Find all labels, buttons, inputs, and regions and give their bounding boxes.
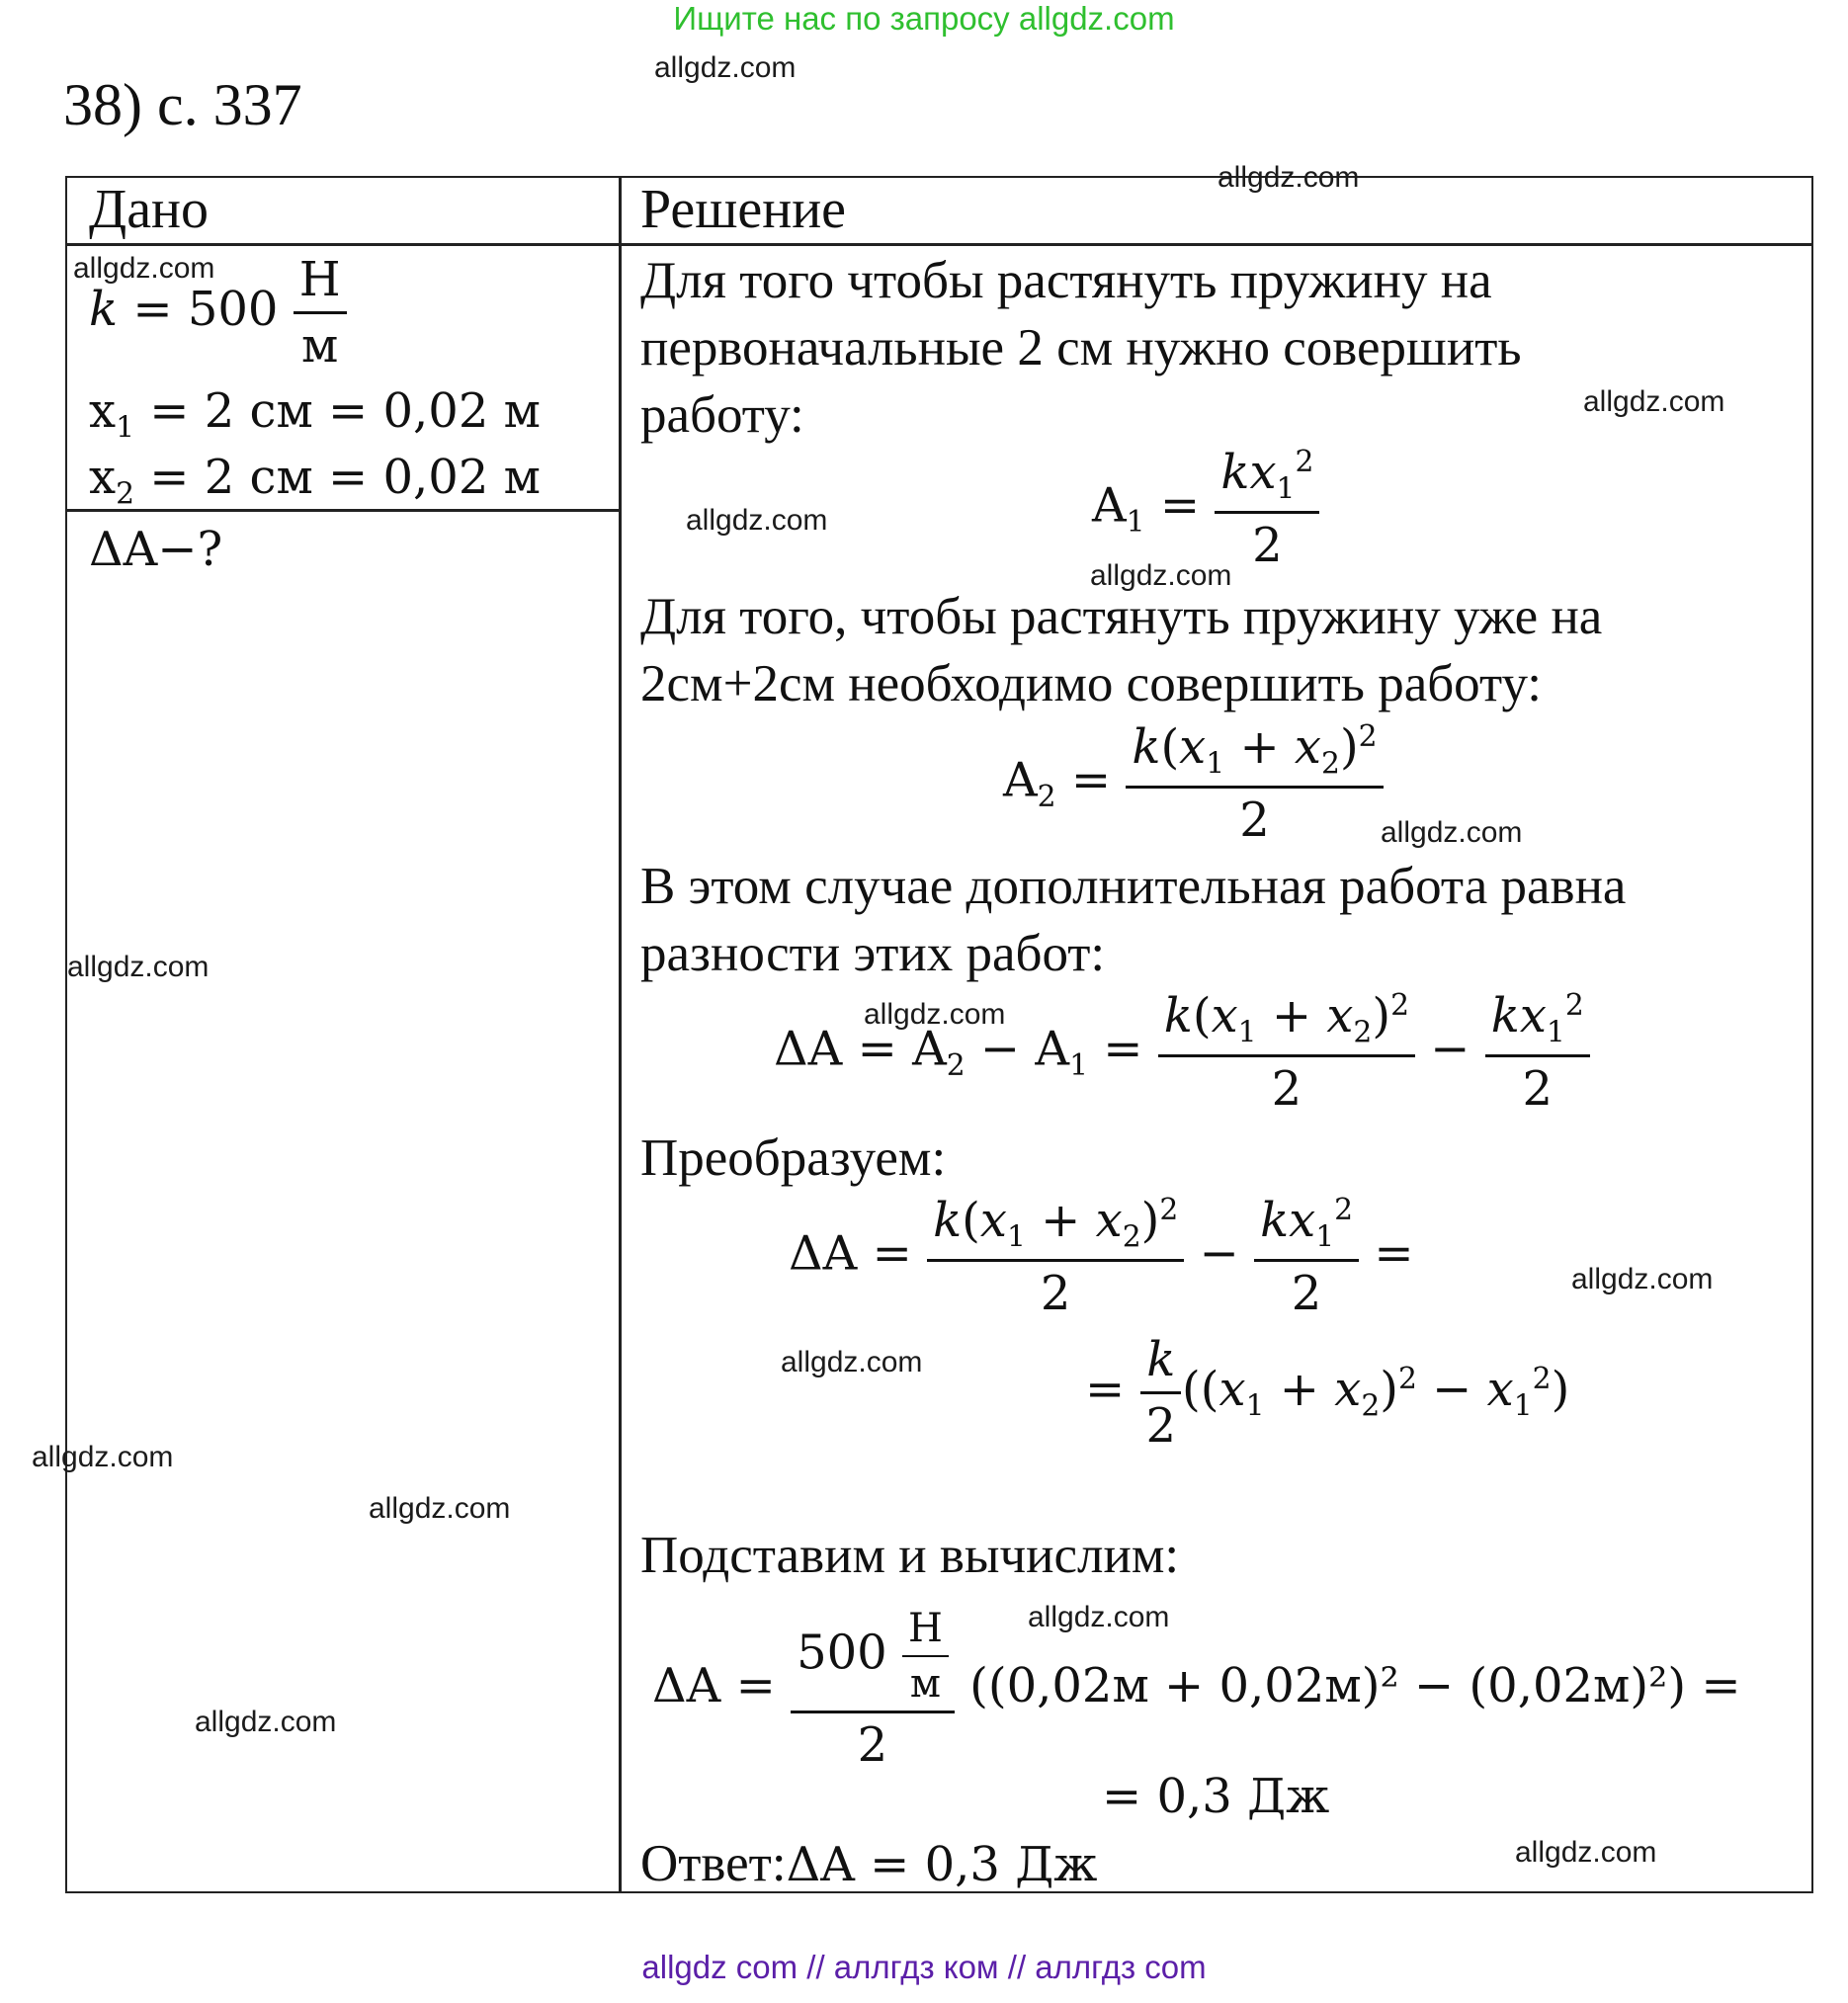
unit-newton: Н bbox=[902, 1606, 949, 1657]
x1-value: = 2 см = 0,02 м bbox=[149, 383, 541, 439]
formula-transform-1: ΔA = $\frac{k(x_1 + x_2)^2}{2}$ − $\frac{kx_1^2}{2}$ = bbox=[789, 1193, 1414, 1321]
given-header: Дано bbox=[89, 179, 210, 240]
value-500: 500 bbox=[797, 1625, 887, 1681]
watermark: allgdz.com bbox=[1381, 816, 1523, 849]
substitution-fraction: 500 $\frac{Н}{м}$ 2 bbox=[791, 1606, 955, 1773]
solution-paragraph-4: Преобразуем: bbox=[640, 1129, 947, 1187]
header-divider bbox=[65, 243, 1812, 246]
delta-a-lhs: ΔA = A bbox=[774, 1021, 947, 1077]
k-value: = 500 bbox=[132, 282, 279, 337]
given-x2 bbox=[89, 450, 541, 512]
a1-denominator: 2 bbox=[1252, 517, 1283, 573]
footer-links: allgdz com // аллгдз ком // аллгдз com bbox=[641, 1949, 1207, 1985]
k-unit-num: Н bbox=[294, 252, 347, 314]
a2-denominator: 2 bbox=[1239, 792, 1270, 848]
watermark: allgdz.com bbox=[195, 1706, 337, 1738]
formula-delta-a: $\Delta A = A_2 - A_1$ = $\frac{k(x_1 + x_2)^2}{2}$ − $\frac{kx_1^2}{2}$ bbox=[774, 988, 1590, 1117]
a2-symbol: A bbox=[1003, 752, 1038, 808]
a2-fraction: $\frac{k(x_1 + x_2)^2}{2}$ bbox=[1126, 719, 1383, 848]
watermark: allgdz.com bbox=[1028, 1601, 1170, 1633]
unit-meter: м bbox=[909, 1661, 941, 1707]
watermark: allgdz.com bbox=[73, 252, 215, 285]
x1-sub: 1 bbox=[116, 410, 135, 446]
a1-symbol: A bbox=[1092, 477, 1127, 534]
x2-value: = 2 см = 0,02 м bbox=[149, 450, 541, 505]
formula-a1: $A_1$ = $\frac{kx_1^2}{2}$ bbox=[1092, 445, 1319, 573]
watermark: allgdz.com bbox=[67, 951, 210, 983]
x2-sub: 2 bbox=[116, 476, 135, 512]
k-unit-den: м bbox=[300, 318, 339, 374]
solution-header: Решение bbox=[640, 179, 847, 240]
x2-symbol: x bbox=[89, 450, 117, 505]
answer-label: Ответ: bbox=[640, 1835, 787, 1892]
watermark: allgdz.com bbox=[864, 998, 1006, 1031]
watermark: allgdz.com bbox=[1218, 161, 1360, 194]
k-symbol: k bbox=[89, 282, 119, 337]
watermark: allgdz.com bbox=[1583, 385, 1725, 418]
formula-transform-2: = $\frac{k}{2}$ $((x_1 + x_2)^2 - x_1^2)$ bbox=[1085, 1332, 1570, 1454]
a1-k: k bbox=[1220, 445, 1250, 500]
watermark: allgdz.com bbox=[369, 1492, 511, 1525]
result-line: = 0,3 Дж bbox=[1102, 1769, 1330, 1824]
answer-line bbox=[640, 1830, 1097, 1897]
problem-title: 38) с. 337 bbox=[63, 72, 302, 137]
watermark: allgdz.com bbox=[781, 1346, 923, 1378]
k-unit bbox=[294, 252, 347, 374]
watermark: allgdz.com bbox=[1090, 559, 1232, 592]
substitution-tail: ((0,02м + 0,02м)² − (0,02м)²) = bbox=[969, 1658, 1741, 1713]
x1-symbol: x bbox=[89, 383, 117, 439]
solution-paragraph-5: Подставим и вычислим: bbox=[640, 1527, 1180, 1584]
a1-fraction: $\frac{kx_1^2}{2}$ bbox=[1215, 445, 1319, 573]
watermark: allgdz.com bbox=[32, 1441, 174, 1473]
solution-paragraph-1: Для того чтобы растянуть пружину на первоначальные 2 см нужно совершить работу: bbox=[640, 252, 1522, 444]
solution-paragraph-3: В этом случае дополнительная работа равна разности этих работ: bbox=[640, 858, 1627, 982]
solution-paragraph-2: Для того, чтобы растянуть пружину уже на 2см+2см необходимо совершить работу: bbox=[640, 588, 1603, 712]
top-banner: Ищите нас по запросу allgdz.com bbox=[673, 0, 1175, 37]
formula-a2: $A_2$ = $\frac{k(x_1 + x_2)^2}{2}$ bbox=[1003, 719, 1384, 848]
watermark: allgdz.com bbox=[686, 504, 828, 537]
find-delta-a: ΔA−? bbox=[89, 522, 223, 577]
column-divider bbox=[619, 176, 622, 1892]
watermark: allgdz.com bbox=[1515, 1836, 1657, 1869]
watermark: allgdz.com bbox=[654, 51, 797, 84]
formula-substitution: ΔA = 500 $\frac{Н}{м}$ 2 ((0,02м + 0,02м)² − (0,02м)²) = bbox=[652, 1606, 1741, 1773]
given-x1 bbox=[89, 383, 541, 446]
watermark: allgdz.com bbox=[1571, 1263, 1714, 1295]
answer-value: ΔA = 0,3 Дж bbox=[786, 1837, 1098, 1892]
